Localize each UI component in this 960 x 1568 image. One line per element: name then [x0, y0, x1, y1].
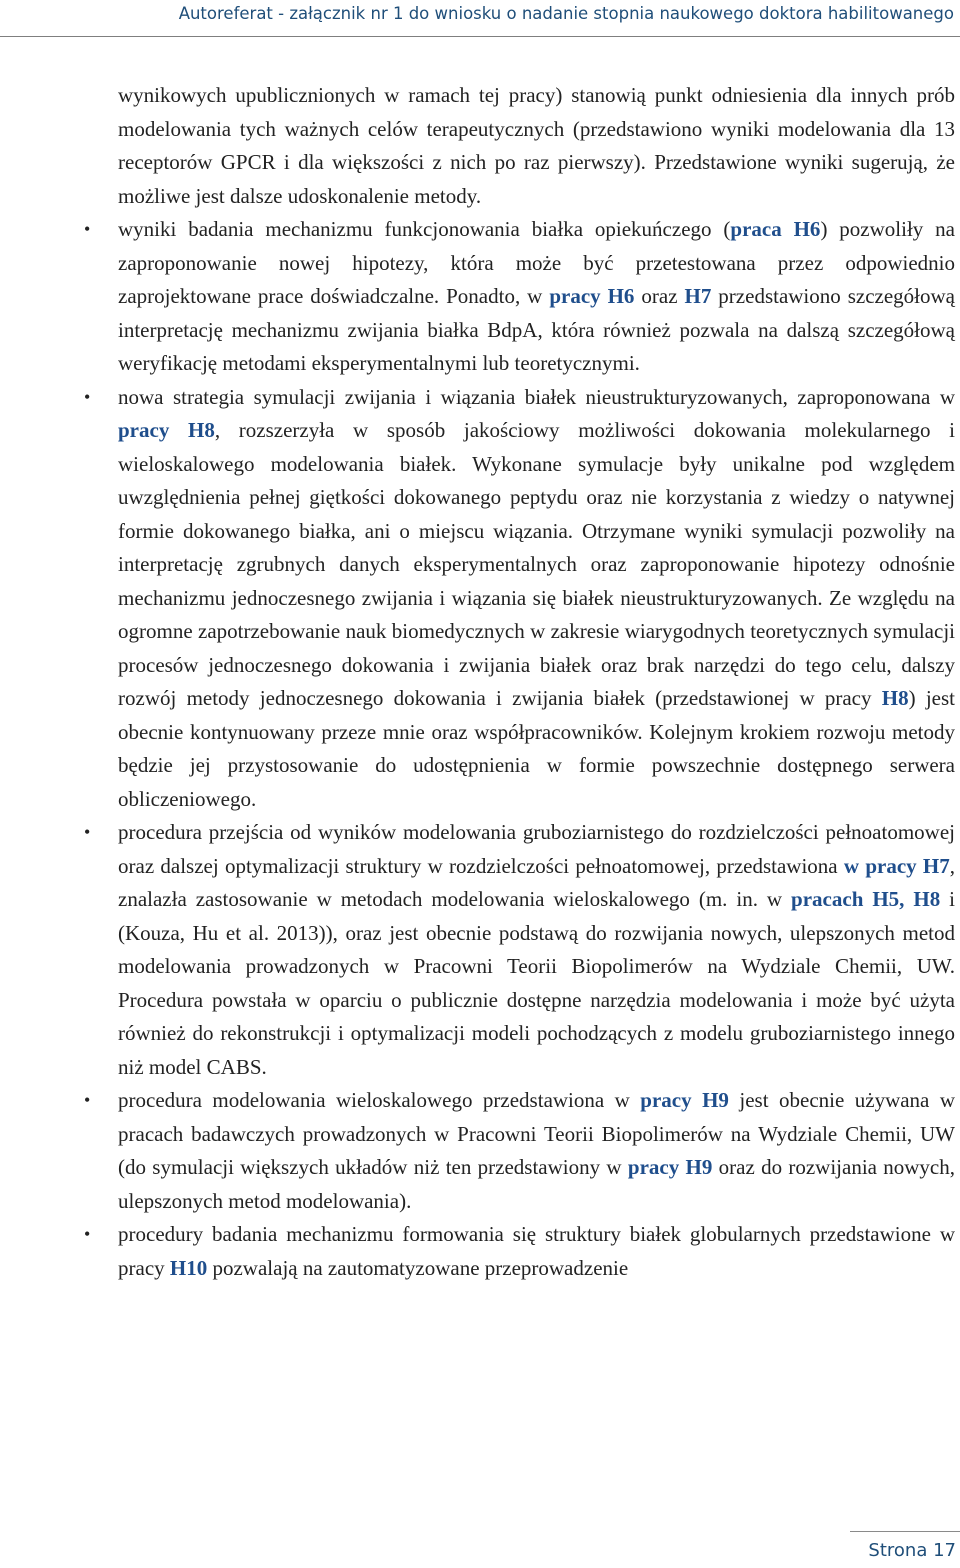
document-body [84, 79, 956, 1285]
reference-link: pracy H8 [118, 418, 215, 442]
reference-link: pracach H5, H8 [791, 887, 941, 911]
bullet-text: przedstawiono szczegółową interpretację mechanizmu zwijania białka BdpA, która również pozwala na dalszą szczegółową weryfikację metodami eksperymentalnymi lub teoretycznymi. [118, 284, 956, 375]
bullet-text: ) jest obecnie kontynuowany przeze mnie oraz współpracowników. Kolejnym krokiem rozwoju metody będzie jej przystosowanie do udostępnienia w formie powszechnie dostępnego serwera obliczeniowego. [118, 686, 955, 811]
intro-text: wynikowych upublicznionych w ramach tej pracy) stanowią punkt odniesienia dla innych prób modelowania tych ważnych celów terapeutycznych (przedstawiono wyniki modelowania dla 13 receptorów GPCR i dla większości z nich po raz pierwszy). Przedstawione wyniki sugerują, że możliwe jest dalsze udoskonalenie metody. [118, 83, 955, 208]
header-title: Autoreferat - załącznik nr 1 do wniosku o nadanie stopnia naukowego doktora habilitowanego [178, 4, 954, 23]
reference-link: pracy H9 [640, 1088, 729, 1112]
bullet-text: i (Kouza, Hu et al. 2013)), oraz jest obecnie podstawą do rozwijania nowych, ulepszonych metod modelowania prowadzonych w Pracowni Teorii Biopolimerów na Wydziale Chemii, UW. Procedura powstała w oparciu o publicznie dostępne narzędzia modelowania i może być użyta również do rekonstrukcji i optymalizacji modeli pochodzących z modelu gruboziarnistego innego niż model CABS. [118, 887, 955, 1079]
page-label: Strona [868, 1540, 928, 1561]
bullet-item-1 [84, 213, 956, 381]
bullet-icon: • [84, 386, 91, 407]
bullet-icon: • [84, 1224, 91, 1244]
bullet-text: wyniki badania mechanizmu funkcjonowania białka opiekuńczego ( [118, 217, 731, 241]
bullet-text: nowa strategia symulacji zwijania i wiązania białek nieustrukturyzowanych, zaproponowana w [118, 384, 955, 409]
bullet-item-2 [84, 381, 956, 817]
bullet-icon: • [84, 1090, 91, 1110]
reference-link: w pracy H7 [843, 853, 950, 878]
bullet-icon: • [84, 822, 91, 842]
bullet-text: , znalazła zastosowanie w metodach modelowania wieloskalowego (m. in. w [118, 853, 955, 911]
bullet-text: oraz [634, 284, 685, 308]
bullet-text: , rozszerzyła w sposób jakościowy możliwości dokowania molekularnego i wieloskalowego modelowania białek. Wykonane symulacje były unikalne pod względem uwzględnienia pełnej giętkości dokowanego peptydu oraz nie korzystania z wiedzy o natywnej formie dokowanego białka, ani o miejscu wiązania. Otrzymane wyniki symulacji pozwoliły na interpretację zgrubnych danych eksperymentalnych oraz zaproponowanie hipotezy odnośnie mechanizmu jednoczesnego zwijania i wiązania się białek nieustrukturyzowanych. Ze względu na ogromne zapotrzebowanie nauk biomedycznych w zakresie wiarygodnych teoretycznych symulacji procesów jednoczesnego dokowania i zwijania białek oraz brak narzędzi do tego celu, dalszy rozwój metody jednoczesnego dokowania i zwijania białek (przedstawionej w pracy [118, 418, 956, 710]
intro-paragraph [118, 79, 955, 213]
page-footer [868, 1540, 956, 1561]
bullet-item-4 [84, 1084, 956, 1218]
reference-link: praca H6 [730, 217, 821, 241]
bullet-text: procedura przejścia od wyników modelowania gruboziarnistego do rozdzielczości pełnoatomowej oraz dalszej optymalizacji struktury w rozdzielczości pełnoatomowej, przedstawiona [118, 820, 955, 878]
reference-link: pracy H9 [627, 1155, 713, 1179]
bullet-text: procedury badania mechanizmu formowania się struktury białek globularnych przedstawione w pracy [118, 1222, 955, 1280]
page-header [0, 0, 960, 37]
page-number: 17 [933, 1540, 956, 1561]
bullet-text: jest obecnie używana w pracach badawczych prowadzonych w Pracowni Teorii Biopolimerów na Wydziale Chemii, UW (do symulacji większych układów niż ten przedstawiony w [118, 1088, 956, 1179]
bullet-text: pozwalają na zautomatyzowane przeprowadzenie [207, 1255, 629, 1280]
bullet-text: procedura modelowania wieloskalowego przedstawiona w [118, 1088, 641, 1112]
footer-divider [850, 1531, 960, 1532]
bullet-text: oraz do rozwijania nowych, ulepszonych metod modelowania). [118, 1155, 956, 1213]
reference-link: H10 [169, 1255, 208, 1280]
reference-link: H7 [684, 284, 712, 308]
bullet-icon: • [84, 219, 91, 239]
reference-link: H8 [881, 686, 909, 710]
reference-link: pracy H6 [549, 284, 635, 308]
bullet-item-5 [84, 1218, 955, 1285]
bullet-text: ) pozwoliły na zaproponowanie nowej hipotezy, która może być przetestowana przez odpowiednio zaprojektowane prace doświadczalne. Ponadto, w [118, 217, 955, 308]
bullet-item-3 [84, 816, 955, 1084]
